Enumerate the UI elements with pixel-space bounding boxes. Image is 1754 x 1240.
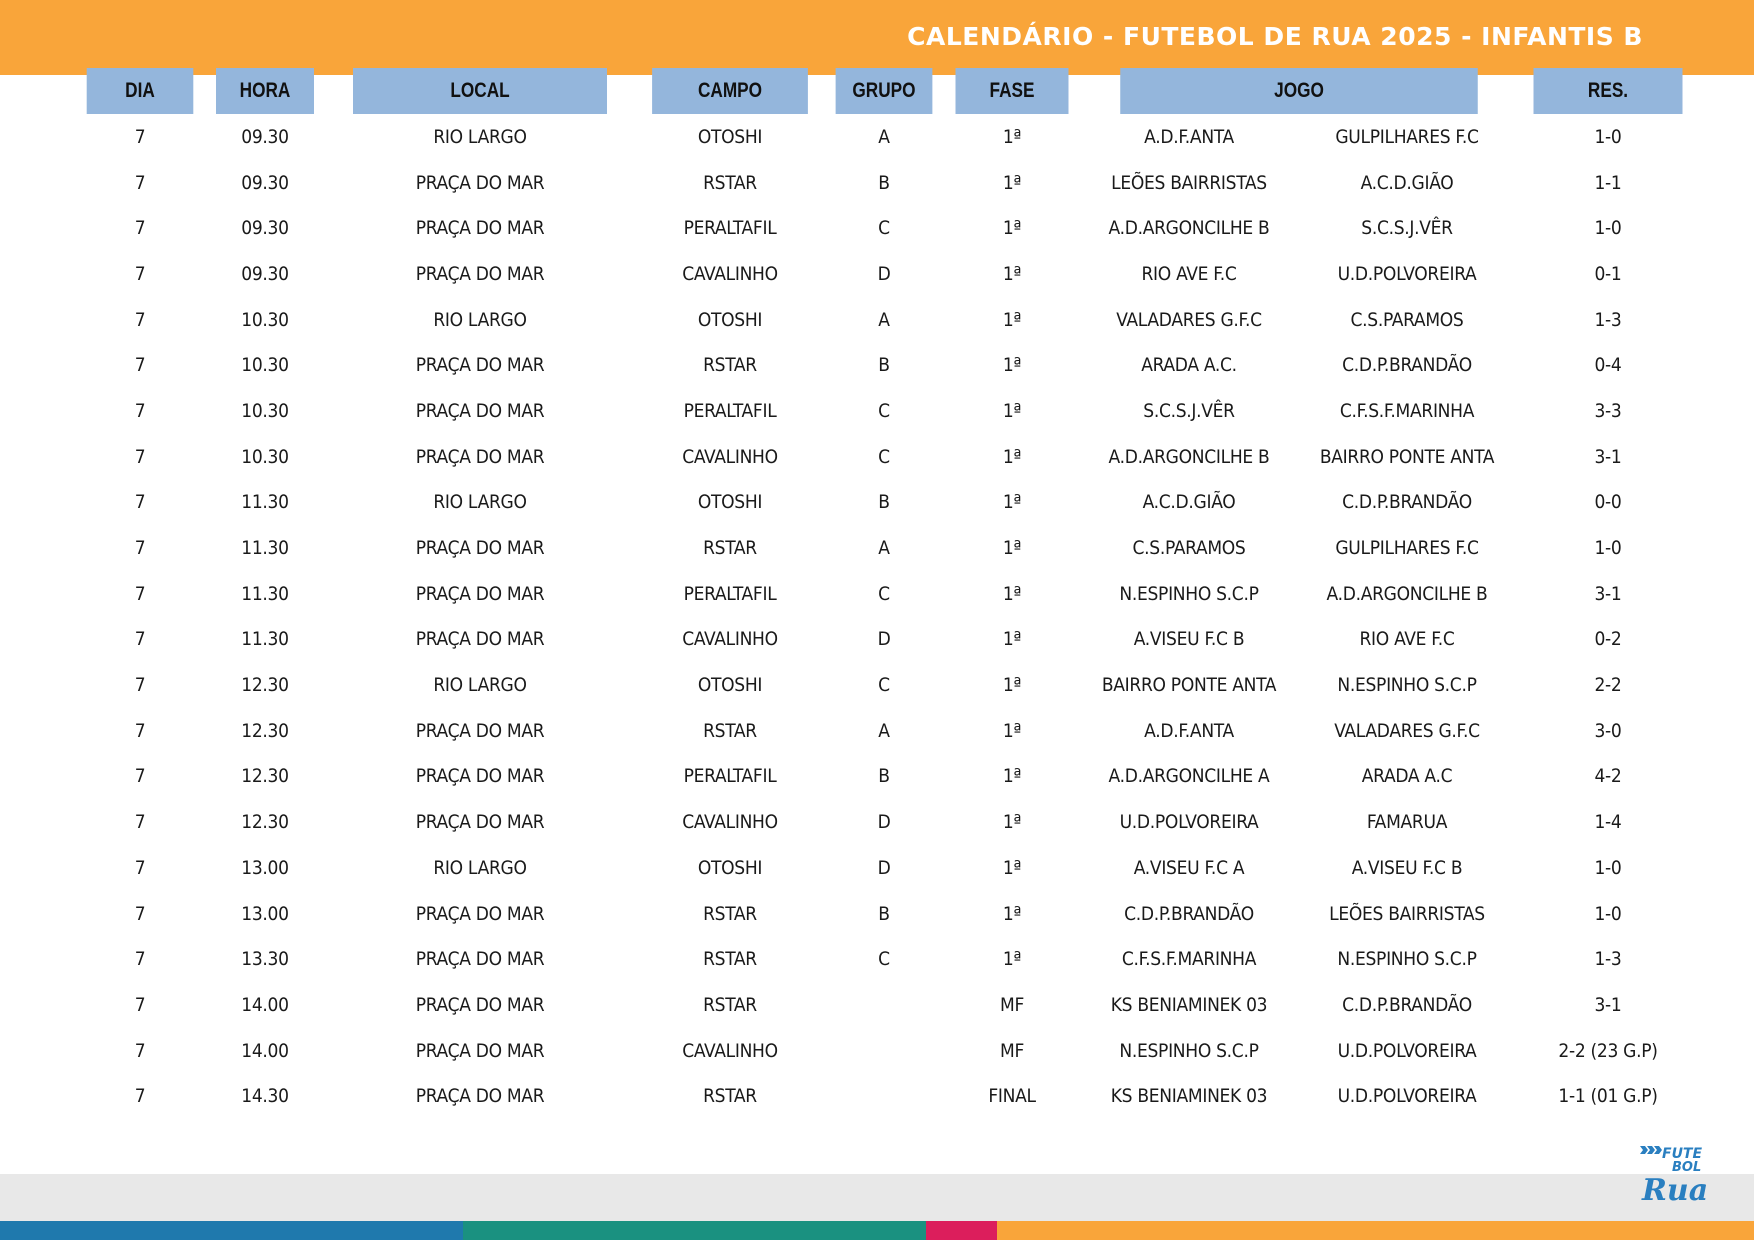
table-row bbox=[75, 799, 1699, 845]
cell-res: 0-2 bbox=[1594, 628, 1622, 651]
table-row bbox=[75, 114, 1699, 160]
cell-dia: 7 bbox=[134, 445, 146, 468]
cell-campo: CAVALINHO bbox=[682, 262, 778, 285]
cell-jogo-team1: N.ESPINHO S.C.P bbox=[1119, 582, 1259, 605]
header-fase: FASE bbox=[955, 68, 1068, 114]
cell-grupo: D bbox=[877, 856, 891, 879]
cell-fase: 1ª bbox=[1002, 765, 1022, 788]
cell-fase: 1ª bbox=[1002, 217, 1022, 240]
cell-res: 0-4 bbox=[1594, 354, 1622, 377]
cell-grupo: B bbox=[878, 171, 890, 194]
cell-jogo-team2: C.D.P.BRANDÃO bbox=[1342, 993, 1472, 1016]
cell-fase: 1ª bbox=[1002, 948, 1022, 971]
cell-jogo-team1: C.D.P.BRANDÃO bbox=[1124, 902, 1254, 925]
footer-stripe-blue bbox=[0, 1221, 463, 1240]
cell-jogo-team2: U.D.POLVOREIRA bbox=[1337, 262, 1477, 285]
cell-fase: 1ª bbox=[1002, 399, 1022, 422]
cell-res: 1-0 bbox=[1594, 217, 1622, 240]
futebol-de-rua-logo bbox=[1636, 1140, 1722, 1206]
cell-jogo-team1: BAIRRO PONTE ANTA bbox=[1101, 674, 1277, 697]
cell-res: 3-1 bbox=[1594, 993, 1622, 1016]
cell-fase: 1ª bbox=[1002, 125, 1022, 148]
cell-campo: PERALTAFIL bbox=[683, 765, 777, 788]
cell-grupo: C bbox=[878, 445, 890, 468]
cell-campo: CAVALINHO bbox=[682, 1039, 778, 1062]
cell-campo: RSTAR bbox=[703, 171, 757, 194]
cell-local: RIO LARGO bbox=[433, 856, 527, 879]
cell-hora: 12.30 bbox=[241, 674, 289, 697]
cell-hora: 10.30 bbox=[241, 399, 289, 422]
cell-jogo-team2: FAMARUA bbox=[1366, 811, 1448, 834]
cell-dia: 7 bbox=[134, 354, 146, 377]
cell-res: 1-0 bbox=[1594, 125, 1622, 148]
cell-fase: 1ª bbox=[1002, 902, 1022, 925]
cell-dia: 7 bbox=[134, 537, 146, 560]
logo-chevrons-icon bbox=[1640, 1146, 1662, 1154]
cell-jogo-team2: A.D.ARGONCILHE B bbox=[1326, 582, 1488, 605]
cell-jogo-team2: GULPILHARES F.C bbox=[1335, 125, 1479, 148]
cell-jogo-team1: KS BENIAMINEK 03 bbox=[1110, 1085, 1268, 1108]
cell-hora: 09.30 bbox=[241, 171, 289, 194]
cell-res: 1-0 bbox=[1594, 902, 1622, 925]
cell-fase: 1ª bbox=[1002, 445, 1022, 468]
cell-jogo-team2: C.S.PARAMOS bbox=[1350, 308, 1464, 331]
cell-local: PRAÇA DO MAR bbox=[415, 262, 545, 285]
footer-stripe-teal bbox=[463, 1221, 926, 1240]
table-body bbox=[75, 114, 1699, 1119]
cell-campo: CAVALINHO bbox=[682, 445, 778, 468]
cell-fase: 1ª bbox=[1002, 719, 1022, 742]
cell-dia: 7 bbox=[134, 856, 146, 879]
table-row bbox=[75, 434, 1699, 480]
cell-jogo-team1: A.VISEU F.C B bbox=[1133, 628, 1245, 651]
cell-fase: 1ª bbox=[1002, 582, 1022, 605]
table-row bbox=[75, 1028, 1699, 1074]
cell-dia: 7 bbox=[134, 399, 146, 422]
cell-hora: 12.30 bbox=[241, 811, 289, 834]
cell-grupo: C bbox=[878, 582, 890, 605]
cell-hora: 12.30 bbox=[241, 765, 289, 788]
cell-res: 3-1 bbox=[1594, 582, 1622, 605]
cell-res: 4-2 bbox=[1594, 765, 1622, 788]
cell-res: 1-3 bbox=[1594, 948, 1622, 971]
cell-jogo-team1: A.D.ARGONCILHE B bbox=[1108, 217, 1270, 240]
cell-local: PRAÇA DO MAR bbox=[415, 948, 545, 971]
table-row bbox=[75, 754, 1699, 800]
schedule-table bbox=[75, 68, 1699, 1119]
cell-dia: 7 bbox=[134, 765, 146, 788]
cell-res: 1-0 bbox=[1594, 537, 1622, 560]
cell-fase: FINAL bbox=[988, 1085, 1036, 1108]
logo-line3: Rua bbox=[1642, 1173, 1709, 1206]
cell-dia: 7 bbox=[134, 125, 146, 148]
cell-fase: 1ª bbox=[1002, 856, 1022, 879]
table-row bbox=[75, 525, 1699, 571]
table-row bbox=[75, 662, 1699, 708]
cell-jogo-team2: A.C.D.GIÃO bbox=[1360, 171, 1454, 194]
cell-res: 3-0 bbox=[1594, 719, 1622, 742]
cell-local: PRAÇA DO MAR bbox=[415, 537, 545, 560]
cell-grupo: A bbox=[878, 719, 890, 742]
cell-grupo: D bbox=[877, 811, 891, 834]
cell-res: 1-4 bbox=[1594, 811, 1622, 834]
cell-res: 3-3 bbox=[1594, 399, 1622, 422]
cell-dia: 7 bbox=[134, 674, 146, 697]
cell-jogo-team1: C.S.PARAMOS bbox=[1132, 537, 1246, 560]
cell-dia: 7 bbox=[134, 1085, 146, 1108]
cell-campo: RSTAR bbox=[703, 719, 757, 742]
logo-line1: FUTE bbox=[1662, 1146, 1703, 1162]
cell-jogo-team1: A.D.F.ANTA bbox=[1144, 719, 1234, 742]
cell-campo: RSTAR bbox=[703, 537, 757, 560]
cell-jogo-team2: N.ESPINHO S.C.P bbox=[1337, 674, 1477, 697]
cell-jogo-team1: S.C.S.J.VÊR bbox=[1143, 399, 1235, 422]
footer-stripe-pink bbox=[926, 1221, 997, 1240]
cell-grupo: B bbox=[878, 765, 890, 788]
cell-hora: 11.30 bbox=[241, 537, 289, 560]
cell-jogo-team2: ARADA A.C bbox=[1361, 765, 1453, 788]
header-grupo: GRUPO bbox=[836, 68, 933, 114]
cell-hora: 09.30 bbox=[241, 262, 289, 285]
cell-campo: PERALTAFIL bbox=[683, 217, 777, 240]
cell-jogo-team2: A.VISEU F.C B bbox=[1351, 856, 1463, 879]
cell-campo: RSTAR bbox=[703, 354, 757, 377]
cell-local: RIO LARGO bbox=[433, 674, 527, 697]
cell-jogo-team2: C.F.S.F.MARINHA bbox=[1339, 399, 1475, 422]
cell-hora: 09.30 bbox=[241, 125, 289, 148]
cell-dia: 7 bbox=[134, 217, 146, 240]
cell-dia: 7 bbox=[134, 1039, 146, 1062]
cell-res: 2-2 bbox=[1594, 674, 1622, 697]
cell-grupo bbox=[825, 982, 943, 1028]
cell-fase: 1ª bbox=[1002, 674, 1022, 697]
cell-dia: 7 bbox=[134, 262, 146, 285]
cell-hora: 14.30 bbox=[241, 1085, 289, 1108]
cell-dia: 7 bbox=[134, 993, 146, 1016]
table-row bbox=[75, 160, 1699, 206]
cell-hora: 09.30 bbox=[241, 217, 289, 240]
cell-campo: PERALTAFIL bbox=[683, 582, 777, 605]
cell-local: PRAÇA DO MAR bbox=[415, 582, 545, 605]
cell-jogo-team2: N.ESPINHO S.C.P bbox=[1337, 948, 1477, 971]
cell-fase: 1ª bbox=[1002, 262, 1022, 285]
cell-jogo-team1: KS BENIAMINEK 03 bbox=[1110, 993, 1268, 1016]
cell-campo: PERALTAFIL bbox=[683, 399, 777, 422]
cell-dia: 7 bbox=[134, 811, 146, 834]
cell-fase: MF bbox=[1000, 993, 1024, 1016]
cell-grupo: B bbox=[878, 491, 890, 514]
table-header-row bbox=[75, 68, 1699, 114]
table-row bbox=[75, 342, 1699, 388]
table-row bbox=[75, 891, 1699, 937]
cell-jogo-team2: LEÕES BAIRRISTAS bbox=[1329, 902, 1485, 925]
cell-fase: MF bbox=[1000, 1039, 1024, 1062]
cell-campo: OTOSHI bbox=[697, 856, 763, 879]
cell-grupo: A bbox=[878, 308, 890, 331]
logo-line2: BOL bbox=[1672, 1160, 1702, 1175]
cell-jogo-team2: U.D.POLVOREIRA bbox=[1337, 1039, 1477, 1062]
cell-res: 2-2 (23 G.P) bbox=[1558, 1039, 1658, 1062]
cell-dia: 7 bbox=[134, 948, 146, 971]
cell-hora: 12.30 bbox=[241, 719, 289, 742]
cell-campo: CAVALINHO bbox=[682, 628, 778, 651]
cell-campo: CAVALINHO bbox=[682, 811, 778, 834]
table-row bbox=[75, 617, 1699, 663]
cell-dia: 7 bbox=[134, 308, 146, 331]
cell-grupo: C bbox=[878, 399, 890, 422]
cell-campo: OTOSHI bbox=[697, 308, 763, 331]
cell-jogo-team1: VALADARES G.F.C bbox=[1116, 308, 1262, 331]
cell-grupo: C bbox=[878, 674, 890, 697]
cell-grupo: B bbox=[878, 902, 890, 925]
cell-jogo-team1: LEÕES BAIRRISTAS bbox=[1111, 171, 1267, 194]
cell-jogo-team1: A.C.D.GIÃO bbox=[1142, 491, 1236, 514]
cell-fase: 1ª bbox=[1002, 537, 1022, 560]
cell-dia: 7 bbox=[134, 902, 146, 925]
cell-jogo-team2: VALADARES G.F.C bbox=[1334, 719, 1480, 742]
cell-fase: 1ª bbox=[1002, 354, 1022, 377]
cell-jogo-team2: U.D.POLVOREIRA bbox=[1337, 1085, 1477, 1108]
table-row bbox=[75, 251, 1699, 297]
cell-grupo: C bbox=[878, 217, 890, 240]
cell-hora: 14.00 bbox=[241, 1039, 289, 1062]
cell-dia: 7 bbox=[134, 628, 146, 651]
header-hora: HORA bbox=[216, 68, 314, 114]
cell-local: PRAÇA DO MAR bbox=[415, 1039, 545, 1062]
cell-local: PRAÇA DO MAR bbox=[415, 811, 545, 834]
cell-local: PRAÇA DO MAR bbox=[415, 993, 545, 1016]
cell-campo: OTOSHI bbox=[697, 491, 763, 514]
cell-local: PRAÇA DO MAR bbox=[415, 902, 545, 925]
cell-jogo-team2: RIO AVE F.C bbox=[1359, 628, 1455, 651]
cell-grupo: B bbox=[878, 354, 890, 377]
cell-jogo-team2: BAIRRO PONTE ANTA bbox=[1319, 445, 1495, 468]
table-row bbox=[75, 388, 1699, 434]
cell-grupo: C bbox=[878, 948, 890, 971]
cell-campo: RSTAR bbox=[703, 993, 757, 1016]
table-row bbox=[75, 480, 1699, 526]
table-row bbox=[75, 982, 1699, 1028]
cell-grupo: A bbox=[878, 125, 890, 148]
cell-campo: RSTAR bbox=[703, 948, 757, 971]
cell-res: 1-0 bbox=[1594, 856, 1622, 879]
cell-local: RIO LARGO bbox=[433, 308, 527, 331]
cell-res: 0-1 bbox=[1594, 262, 1622, 285]
cell-local: PRAÇA DO MAR bbox=[415, 719, 545, 742]
cell-hora: 11.30 bbox=[241, 491, 289, 514]
cell-campo: OTOSHI bbox=[697, 674, 763, 697]
cell-jogo-team1: U.D.POLVOREIRA bbox=[1119, 811, 1259, 834]
cell-local: PRAÇA DO MAR bbox=[415, 354, 545, 377]
cell-res: 3-1 bbox=[1594, 445, 1622, 468]
cell-local: PRAÇA DO MAR bbox=[415, 628, 545, 651]
cell-local: PRAÇA DO MAR bbox=[415, 445, 545, 468]
cell-jogo-team1: N.ESPINHO S.C.P bbox=[1119, 1039, 1259, 1062]
cell-grupo bbox=[825, 1073, 943, 1119]
cell-hora: 10.30 bbox=[241, 308, 289, 331]
cell-res: 1-1 (01 G.P) bbox=[1558, 1085, 1658, 1108]
cell-fase: 1ª bbox=[1002, 491, 1022, 514]
cell-local: PRAÇA DO MAR bbox=[415, 171, 545, 194]
cell-dia: 7 bbox=[134, 171, 146, 194]
cell-hora: 11.30 bbox=[241, 628, 289, 651]
cell-local: PRAÇA DO MAR bbox=[415, 399, 545, 422]
header-jogo: JOGO bbox=[1120, 68, 1478, 114]
cell-res: 1-1 bbox=[1594, 171, 1622, 194]
footer-stripe-orange bbox=[997, 1221, 1754, 1240]
cell-res: 0-0 bbox=[1594, 491, 1622, 514]
cell-jogo-team2: S.C.S.J.VÊR bbox=[1361, 217, 1453, 240]
header-local: LOCAL bbox=[353, 68, 607, 114]
table-row bbox=[75, 708, 1699, 754]
cell-hora: 13.30 bbox=[241, 948, 289, 971]
cell-grupo: D bbox=[877, 262, 891, 285]
cell-hora: 13.00 bbox=[241, 902, 289, 925]
table-row bbox=[75, 845, 1699, 891]
cell-grupo: D bbox=[877, 628, 891, 651]
cell-jogo-team1: RIO AVE F.C bbox=[1141, 262, 1237, 285]
cell-local: PRAÇA DO MAR bbox=[415, 765, 545, 788]
cell-grupo bbox=[825, 1028, 943, 1074]
footer-band bbox=[0, 1174, 1754, 1221]
cell-dia: 7 bbox=[134, 491, 146, 514]
table-row bbox=[75, 1073, 1699, 1119]
page-title: CALENDÁRIO - FUTEBOL DE RUA 2025 - INFANTIS B bbox=[907, 22, 1643, 51]
cell-fase: 1ª bbox=[1002, 171, 1022, 194]
cell-res: 1-3 bbox=[1594, 308, 1622, 331]
table-row bbox=[75, 205, 1699, 251]
header-res: RES. bbox=[1533, 68, 1682, 114]
cell-fase: 1ª bbox=[1002, 811, 1022, 834]
cell-jogo-team1: ARADA A.C. bbox=[1141, 354, 1237, 377]
cell-hora: 11.30 bbox=[241, 582, 289, 605]
cell-jogo-team1: A.VISEU F.C A bbox=[1133, 856, 1245, 879]
cell-campo: OTOSHI bbox=[697, 125, 763, 148]
cell-dia: 7 bbox=[134, 582, 146, 605]
cell-jogo-team2: C.D.P.BRANDÃO bbox=[1342, 491, 1472, 514]
cell-hora: 10.30 bbox=[241, 445, 289, 468]
cell-local: RIO LARGO bbox=[433, 491, 527, 514]
cell-fase: 1ª bbox=[1002, 308, 1022, 331]
cell-jogo-team1: A.D.ARGONCILHE B bbox=[1108, 445, 1270, 468]
cell-campo: RSTAR bbox=[703, 902, 757, 925]
cell-hora: 14.00 bbox=[241, 993, 289, 1016]
cell-hora: 13.00 bbox=[241, 856, 289, 879]
cell-local: RIO LARGO bbox=[433, 125, 527, 148]
cell-local: PRAÇA DO MAR bbox=[415, 1085, 545, 1108]
table-row bbox=[75, 936, 1699, 982]
cell-dia: 7 bbox=[134, 719, 146, 742]
cell-fase: 1ª bbox=[1002, 628, 1022, 651]
cell-hora: 10.30 bbox=[241, 354, 289, 377]
cell-jogo-team2: C.D.P.BRANDÃO bbox=[1342, 354, 1472, 377]
cell-jogo-team1: A.D.F.ANTA bbox=[1144, 125, 1234, 148]
cell-jogo-team1: C.F.S.F.MARINHA bbox=[1121, 948, 1257, 971]
cell-jogo-team2: GULPILHARES F.C bbox=[1335, 537, 1479, 560]
header-campo: CAMPO bbox=[652, 68, 808, 114]
table-row bbox=[75, 297, 1699, 343]
header-dia: DIA bbox=[87, 68, 194, 114]
cell-local: PRAÇA DO MAR bbox=[415, 217, 545, 240]
cell-grupo: A bbox=[878, 537, 890, 560]
table-row bbox=[75, 571, 1699, 617]
cell-campo: RSTAR bbox=[703, 1085, 757, 1108]
cell-jogo-team1: A.D.ARGONCILHE A bbox=[1108, 765, 1270, 788]
